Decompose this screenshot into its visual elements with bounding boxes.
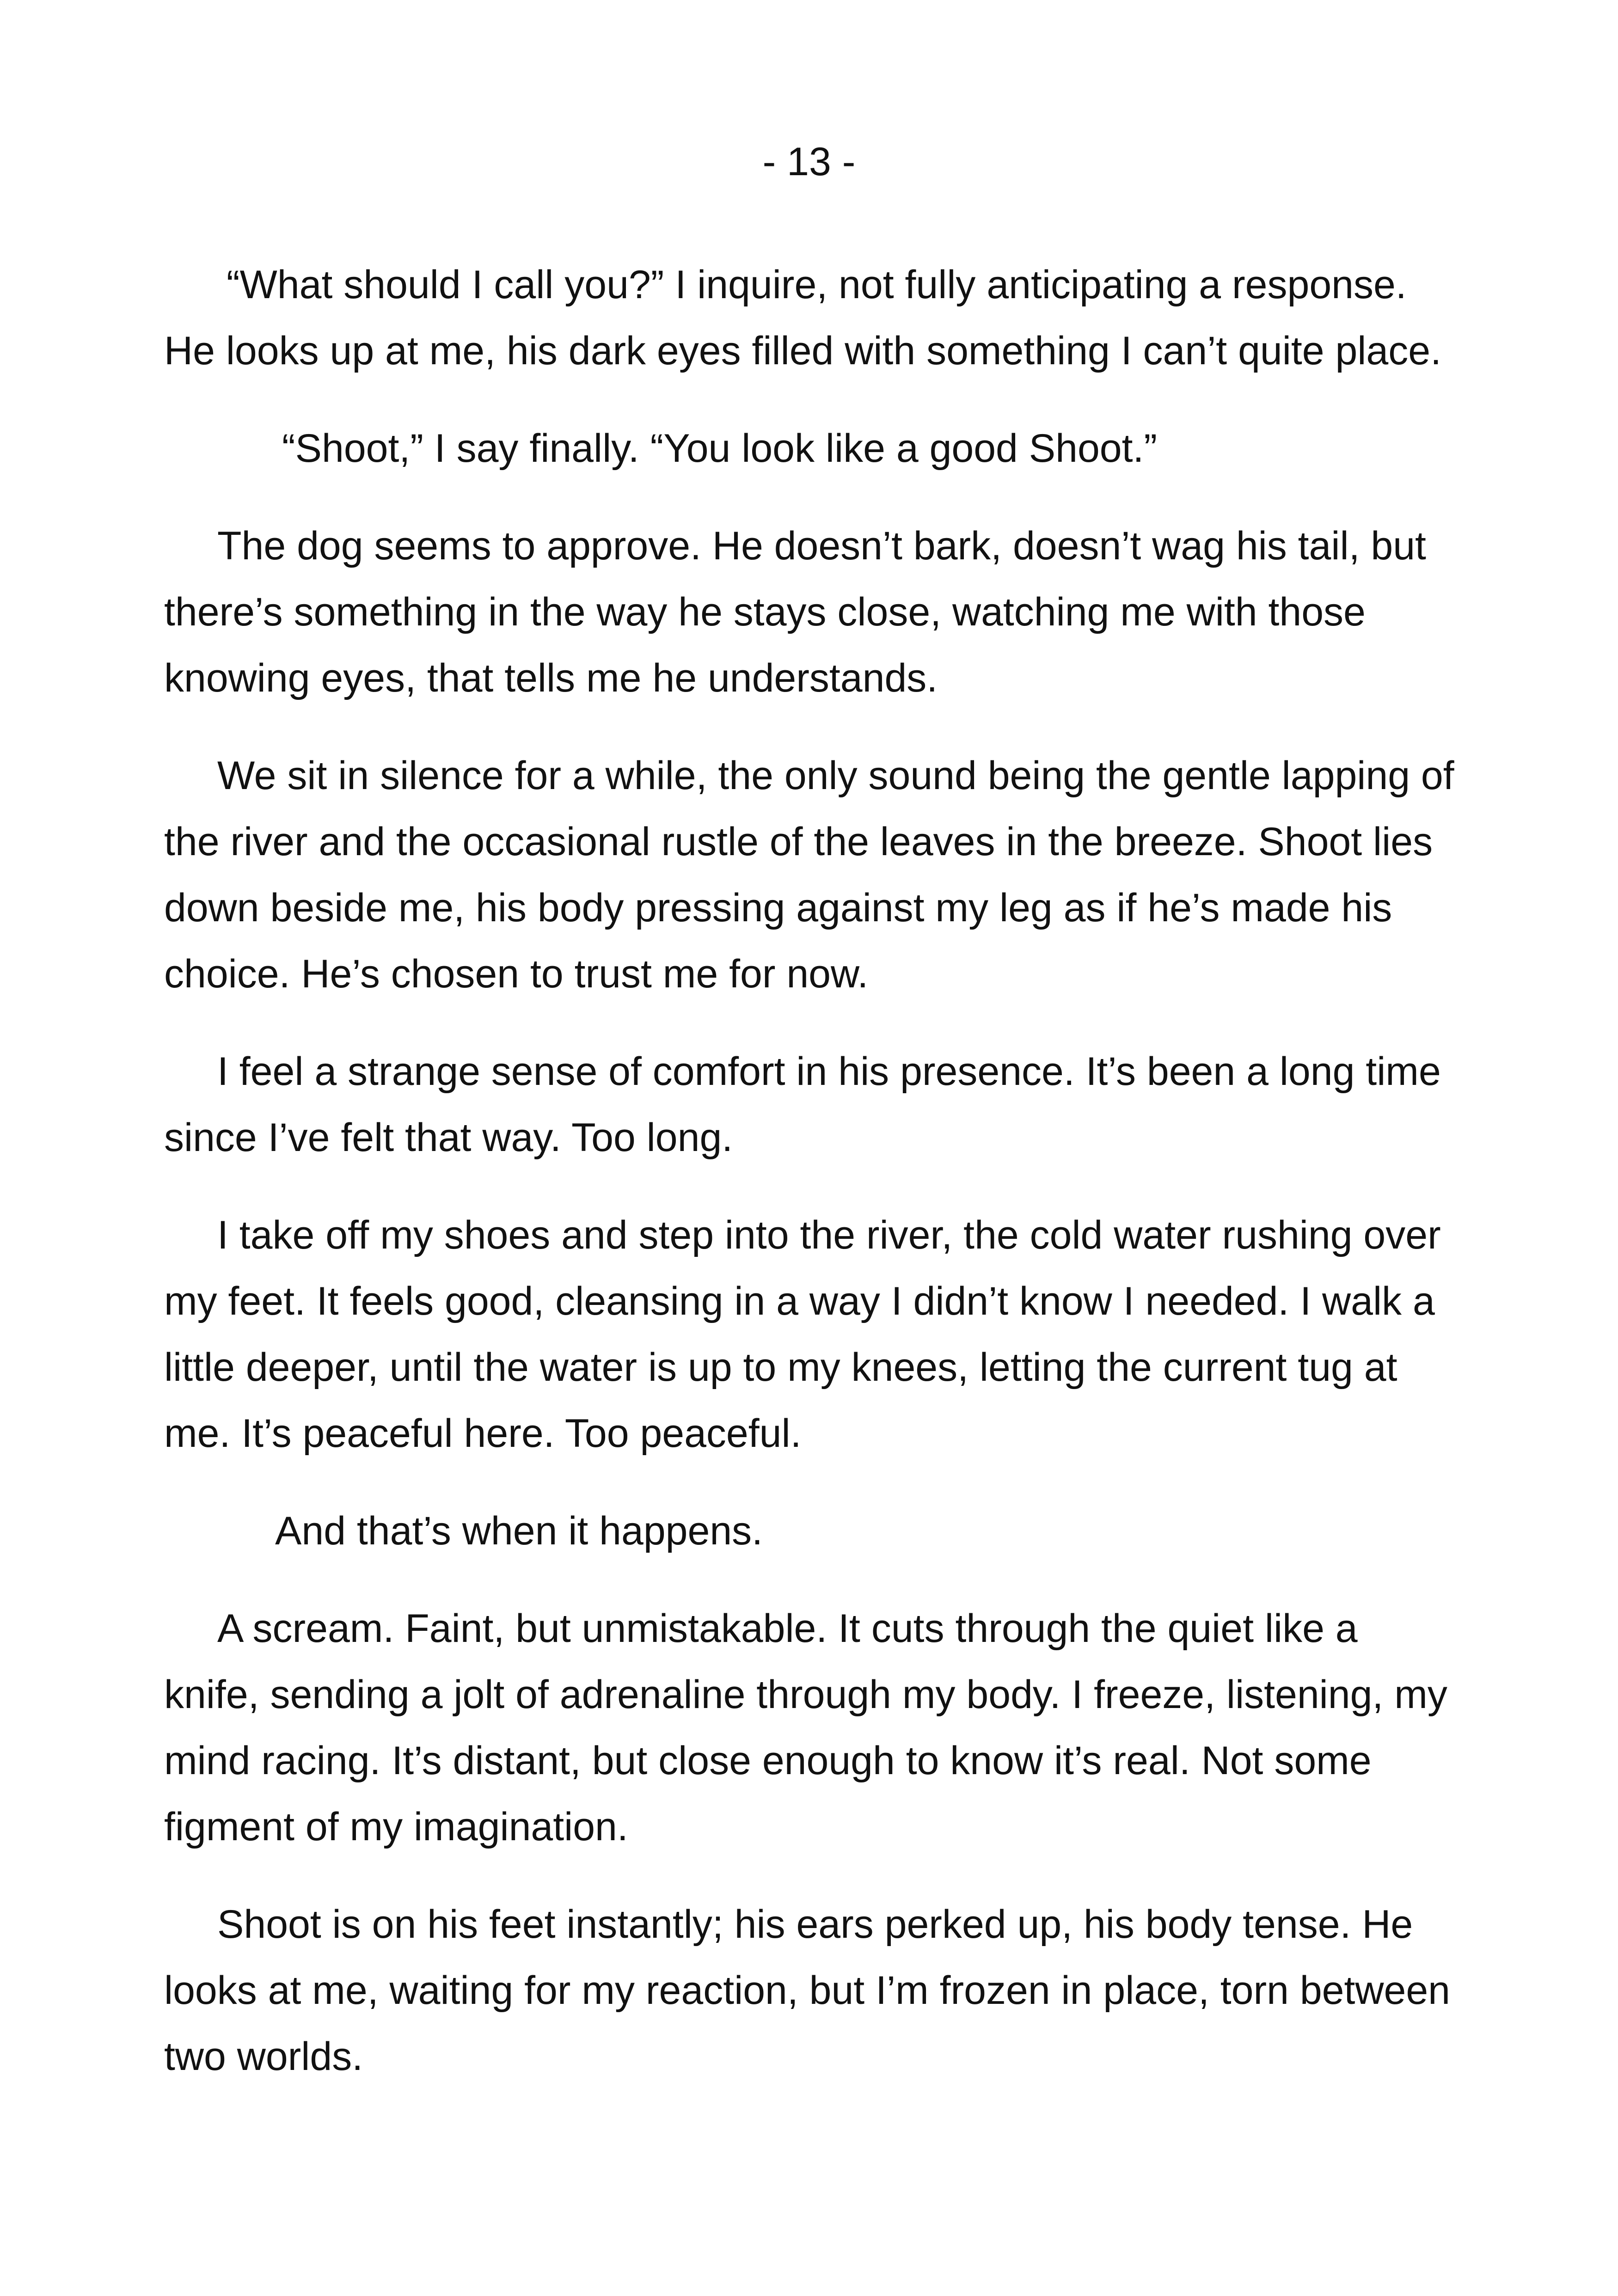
- paragraph: “What should I call you?” I inquire, not fully anticipating a response. He looks up at me, his dark eyes filled with something I can’t quite place.: [164, 263, 1441, 373]
- paragraph: Shoot is on his feet instantly; his ears perked up, his body tense. He looks at me, waiting for my reaction, but I’m frozen in place, torn between two worlds.: [164, 1902, 1450, 2079]
- paragraph: I take off my shoes and step into the river, the cold water rushing over my feet. It feels good, cleansing in a way I didn’t know I needed. I walk a little deeper, until the water is up to my knees, letting the current tug at me. It’s peaceful here. Too peaceful.: [164, 1213, 1441, 1456]
- paragraph: The dog seems to approve. He doesn’t bark, doesn’t wag his tail, but there’s something in the way he stays close, watching me with those knowing eyes, that tells me he understands.: [164, 524, 1426, 700]
- paragraph: I feel a strange sense of comfort in his presence. It’s been a long time since I’ve felt that way. Too long.: [164, 1049, 1441, 1160]
- page-number: - 13 -: [762, 140, 856, 184]
- paragraph: A scream. Faint, but unmistakable. It cuts through the quiet like a knife, sending a jolt of adrenaline through my body. I freeze, listening, my mind racing. It’s distant, but close enough to know it’s real. Not some figment of my imagination.: [164, 1606, 1447, 1849]
- paragraph: And that’s when it happens.: [275, 1509, 763, 1553]
- body-text: [164, 252, 1459, 2121]
- paragraph: “Shoot,” I say finally. “You look like a good Shoot.”: [282, 426, 1158, 471]
- paragraph: We sit in silence for a while, the only sound being the gentle lapping of the river and the occasional rustle of the leaves in the breeze. Shoot lies down beside me, his body pressing against my leg as if he’s made his choice. He’s chosen to trust me for now.: [164, 753, 1454, 996]
